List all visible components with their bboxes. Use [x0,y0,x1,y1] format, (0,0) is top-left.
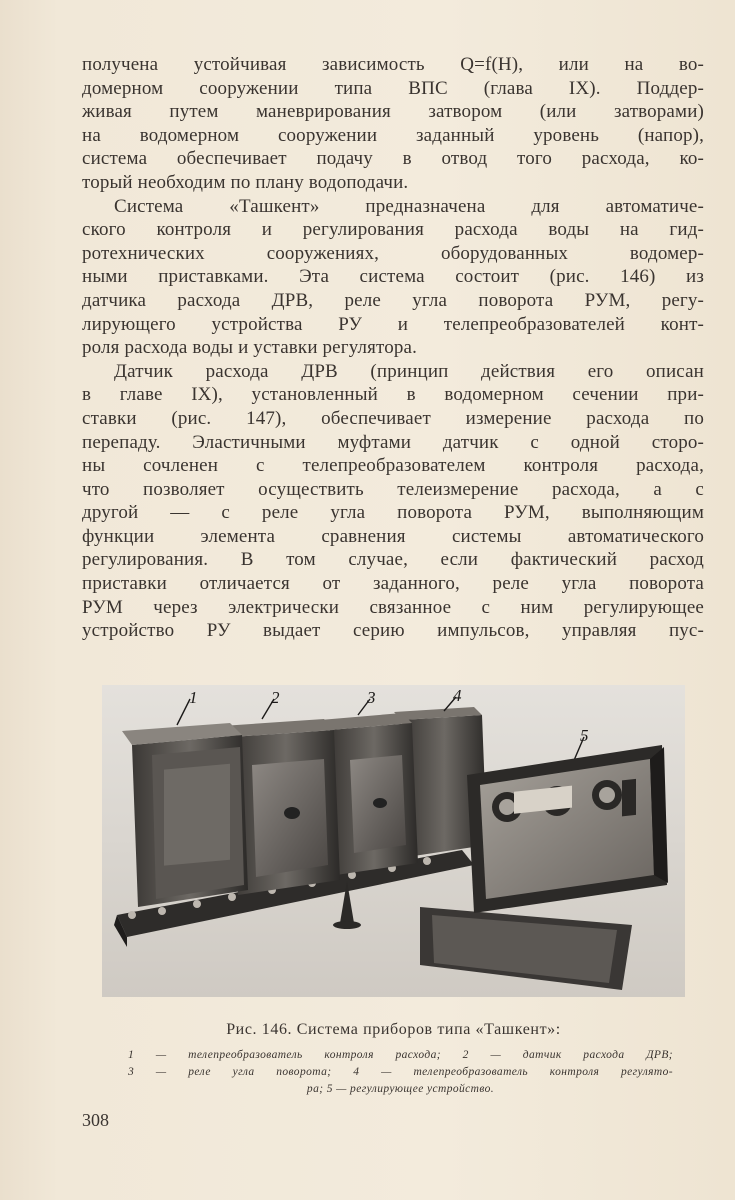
text-line: домерном сооружении типа ВПС (глава IX). Поддер- [82,77,704,99]
text-line: в главе IX), установленный в водомерном сечении при- [82,384,704,406]
text-line: роля расхода воды и уставки регулятора. [82,337,418,359]
text-line: устройство РУ выдает серию импульсов, управляя пус- [82,620,704,642]
text-line: торый необходим по плану водоподачи. [82,171,409,193]
figure-photo [102,685,685,997]
text-line: ставки (рис. 147), обеспечивает измерение расхода по [82,407,704,429]
text-line: другой — с реле угла поворота РУМ, выполняющим [82,502,704,524]
text-line: перепаду. Эластичными муфтами датчик с одной сторо- [82,431,704,453]
callout-3: 3 [367,688,376,707]
text-line: приставки отличается от заданного, реле угла поворота [82,573,704,595]
text-line: что позволяет осуществить телеизмерение расхода, а с [82,478,704,500]
text-line: лирующего устройства РУ и телепреобразователей конт- [82,313,704,335]
text-line: регулирования. В том случае, если фактический расход [82,549,704,571]
text-line: на водомерном сооружении заданный уровень (напор), [82,124,704,146]
legend-line: ра; 5 — регулирующее устройство. [306,1083,495,1095]
figure-legend [128,1047,673,1098]
text-line: ными приставками. Эта система состоит (рис. 146) из [82,266,704,288]
page-number: 308 [82,1110,109,1130]
callout-1: 1 [189,688,198,707]
legend-line: 1 — телепреобразователь контроля расхода; 2 — датчик расхода ДРВ; [128,1049,673,1061]
body-text [82,53,704,643]
text-line: живая путем маневрирования затвором (или затворами) [82,101,704,123]
callout-2: 2 [271,688,280,707]
callout-4: 4 [453,686,462,705]
text-line: Датчик расхода ДРВ (принцип действия его описан [114,360,704,382]
text-line: датчика расхода ДРВ, реле угла поворота РУМ, регу- [82,289,704,311]
text-line: ротехнических сооружениях, оборудованных водомер- [82,242,704,264]
text-line: система обеспечивает подачу в отвод того расхода, ко- [82,148,704,170]
text-line: функции элемента сравнения системы автоматического [82,525,704,547]
text-line: РУМ через электрически связанное с ним регулирующее [82,596,704,618]
figure-caption: Рис. 146. Система приборов типа «Ташкент»: [226,1021,561,1038]
text-line: ского контроля и регулирования расхода воды на гид- [82,219,704,241]
legend-line: 3 — реле угла поворота; 4 — телепреобразователь контроля регулято- [128,1066,673,1078]
text-line: ны сочленен с телепреобразователем контроля расхода, [82,455,704,477]
text-line: получена устойчивая зависимость Q=f(H), или на во- [82,54,704,75]
instrument-photo [102,685,685,997]
callout-5: 5 [580,726,589,745]
text-line: Система «Ташкент» предназначена для автоматиче- [114,195,704,217]
